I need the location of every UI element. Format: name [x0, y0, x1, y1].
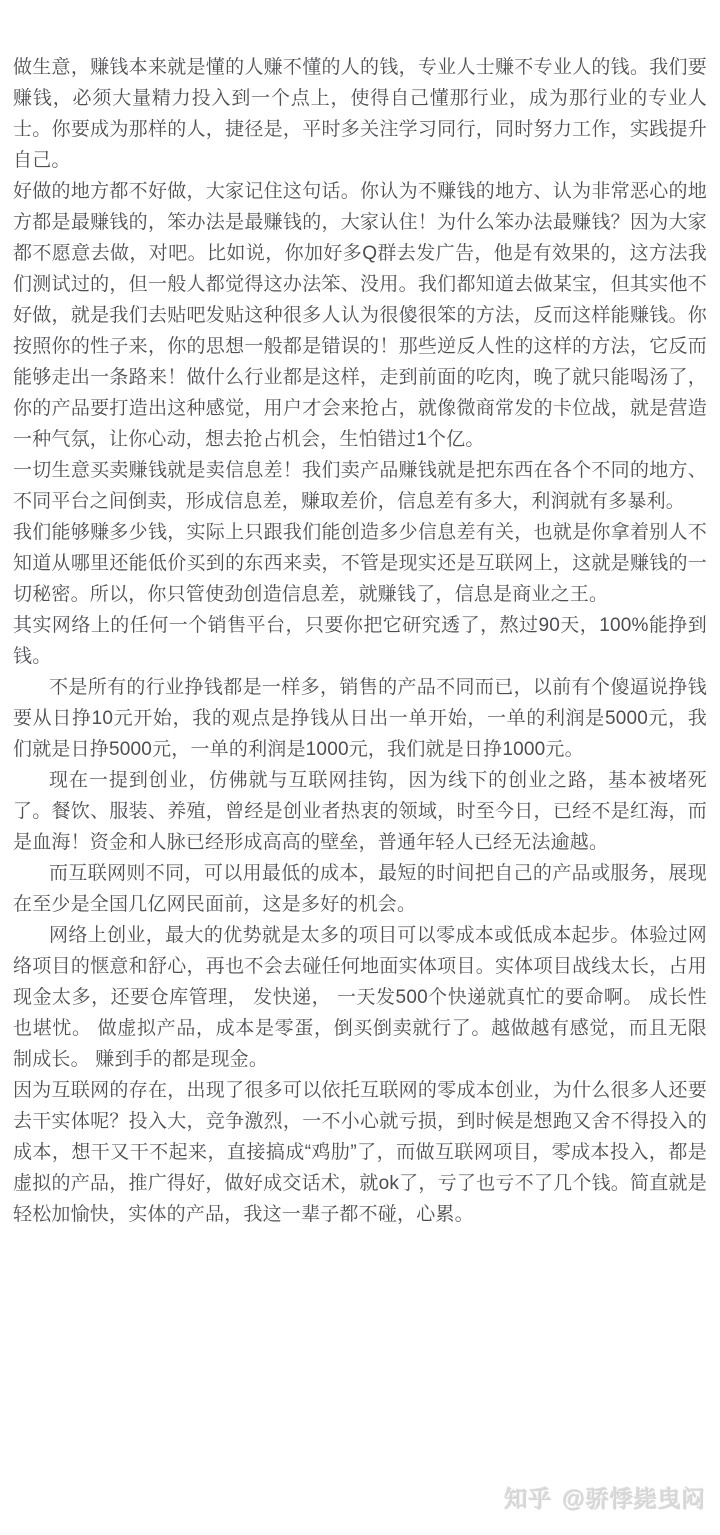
paragraph: 因为互联网的存在，出现了很多可以依托互联网的零成本创业，为什么很多人还要去干实体呢？投入大，竞争激烈，一不小心就亏损，到时候是想跑又舍不得投入的成本，想干又干不起来，直接搞成“鸡肋”了，而做互联网项目，零成本投入，都是虚拟的产品，推广得好，做好成交话术，就ok了，亏了也亏不了几个钱。简直就是轻松加愉快，实体的产品，我这一辈子都不碰，心累。	[13, 1080, 707, 1225]
paragraph: 不是所有的行业挣钱都是一样多，销售的产品不同而已，以前有个傻逼说挣钱要从日挣10元开始，我的观点是挣钱从日出一单开始，一单的利润是5000元，我们就是日挣5000元，一单的利润是1000元，我们就是日挣1000元。	[13, 677, 707, 760]
zhihu-logo-text: 知乎	[504, 1486, 553, 1512]
paragraph: 其实网络上的任何一个销售平台，只要你把它研究透了，熬过90天，100%能挣到钱。	[13, 615, 707, 667]
paragraph: 而互联网则不同，可以用最低的成本，最短的时间把自己的产品或服务，展现在至少是全国几亿网民面前，这是多好的机会。	[13, 863, 707, 915]
paragraph: 现在一提到创业，仿佛就与互联网挂钩，因为线下的创业之路，基本被堵死了。餐饮、服装、养殖，曾经是创业者热衷的领域，时至今日，已经不是红海，而是血海！资金和人脉已经形成高高的壁垒，普通年轻人已经无法逾越。	[13, 770, 707, 853]
paragraph: 一切生意买卖赚钱就是卖信息差！我们卖产品赚钱就是把东西在各个不同的地方、不同平台之间倒卖，形成信息差，赚取差价，信息差有多大，利润就有多暴利。	[13, 460, 707, 512]
watermark-author: @骄悸毙曳闷	[562, 1486, 706, 1512]
zhihu-watermark	[505, 1484, 706, 1515]
paragraph: 好做的地方都不好做，大家记住这句话。你认为不赚钱的地方、认为非常恶心的地方都是最赚钱的，笨办法是最赚钱的，大家认住！为什么笨办法最赚钱？因为大家都不愿意去做，对吧。比如说，你加好多Q群去发广告，他是有效果的，这方法我们测试过的，但一般人都觉得这办法笨、没用。我们都知道去做某宝，但其实他不好做，就是我们去贴吧发贴这种很多人认为很傻很笨的方法，反而这样能赚钱。你按照你的性子来，你的思想一般都是错误的！那些逆反人性的这样的方法，它反而能够走出一条路来！做什么行业都是这样，走到前面的吃肉，晚了就只能喝汤了，你的产品要打造出这种感觉，用户才会来抢占，就像微商常发的卡位战，就是营造一种气氛，让你心动，想去抢占机会，生怕错过1个亿。	[13, 181, 707, 450]
paragraph: 做生意，赚钱本来就是懂的人赚不懂的人的钱，专业人士赚不专业人的钱。我们要赚钱，必须大量精力投入到一个点上，使得自己懂那行业，成为那行业的专业人士。你要成为那样的人，捷径是，平时多关注学习同行，同时努力工作，实践提升自己。	[13, 57, 707, 171]
paragraph: 我们能够赚多少钱，实际上只跟我们能创造多少信息差有关，也就是你拿着别人不知道从哪里还能低价买到的东西来卖，不管是现实还是互联网上，这就是赚钱的一切秘密。所以，你只管使劲创造信息差，就赚钱了，信息是商业之王。	[13, 522, 707, 605]
paragraph: 网络上创业，最大的优势就是太多的项目可以零成本或低成本起步。体验过网络项目的惬意和舒心，再也不会去碰任何地面实体项目。实体项目战线太长，占用现金太多，还要仓库管理， 发快递， 一天发500个快递就真忙的要命啊。 成长性也堪忧。 做虚拟产品，成本是零蛋，倒买倒卖就行了。越做越有感觉，而且无限制成长。 赚到手的都是现金。	[13, 925, 707, 1070]
